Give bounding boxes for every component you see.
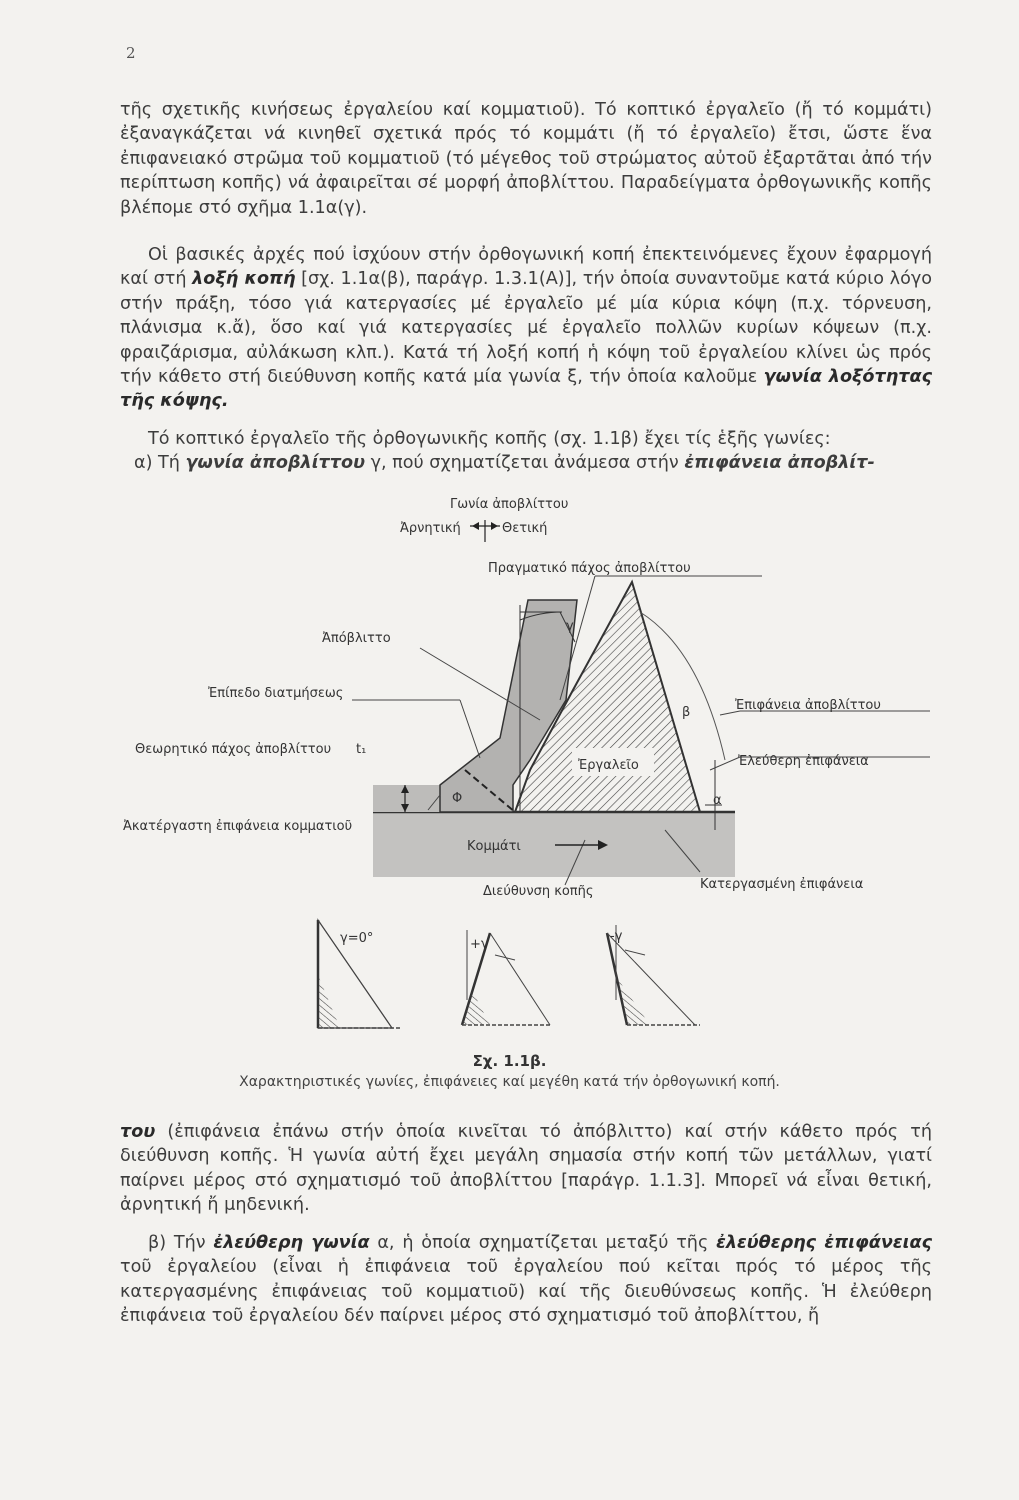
p2-text-a: Οἱ βασικές ἀρχές πού ἰσχύουν στήν ὀρθογωνική κοπή ἐπεκτεινόμενες ἔχουν ἐφαρμογή καί στή <box>120 245 932 290</box>
p5-text-e: τοῦ ἐργαλείου (εἶναι ἡ ἐπιφάνεια τοῦ ἐργαλείου πού κεῖται πρός τό μέρος τῆς κατεργασμένης ἐπιφάνειας τοῦ κομματιοῦ) καί τῆς διευθύνσεως κοπῆς. Ἡ ἐλεύθερη ἐπιφάνεια τοῦ ἐργαλείου δέν παίρνει μέρος στό σχηματισμό τοῦ ἀποβλίττου, ἤ <box>120 1257 932 1327</box>
label-unmachined-surface: Ἀκατέργαστη ἐπιφάνεια κομματιοῦ <box>123 819 353 834</box>
label-gamma-zero: γ=0° <box>340 931 374 946</box>
page-number: 2 <box>126 44 136 62</box>
p2-text-c: [σχ. 1.1α(β), παράγρ. 1.3.1(Α)], τήν ὁποία συναντοῦμε κατά κύριο λόγο στήν πράξη, τόσο γιά κατεργασίες μέ ἐργαλεῖο μέ μία κύρια κόψη (π.χ. τόρνευση, πλάνισμα κ.ἄ), ὅσο καί γιά κατεργασίες μέ ἐργαλεῖο πολλῶν κυρίων κόψεων (π.χ. φραιζάρισμα, αὐλάκωση κλπ.). Κατά τή λοξή κοπή ἡ κόψη τοῦ ἐργαλείου κλίνει ὡς πρός τήν κάθετο στή διεύθυνση κοπῆς κατά μία γωνία ξ, τήν ὁποία καλοῦμε <box>120 269 933 388</box>
p5-term-flank: ἐλεύθερης ἐπιφάνειας <box>716 1233 932 1253</box>
label-tool: Ἐργαλεῖο <box>578 758 639 773</box>
paragraph-4 <box>120 1120 932 1218</box>
paragraph-1: τῆς σχετικῆς κινήσεως ἐργαλείου καί κομματιοῦ). Τό κοπτικό ἐργαλεῖο (ἤ τό κομμάτι) ἐξαναγκάζεται νά κινηθεῖ σχετικά πρός τό κομμάτι (ἤ τό ἐργαλεῖο) ἔτσι, ὥστε ἕνα ἐπιφανειακό στρῶμα τοῦ κομματιοῦ (τό μέγεθος τοῦ στρώματος αὐτοῦ ἐξαρτᾶται ἀπό τήν περίπτωση κοπῆς) νά ἀφαιρεῖται σέ μορφή ἀποβλίττου. Παραδείγματα ὀρθογωνικῆς κοπῆς βλέπομε στό σχῆμα 1.1α(γ). <box>120 100 932 218</box>
p3b-term-rake-face: ἐπιφάνεια ἀποβλίτ- <box>684 453 875 473</box>
p3b-text-c: γ, πού σχηματίζεται ἀνάμεσα στήν <box>364 453 685 473</box>
p2-term-oblique: λοξή κοπή <box>192 269 296 290</box>
p5-text-a: β) Τήν <box>148 1233 214 1253</box>
label-negative: Ἀρνητική <box>400 521 461 536</box>
label-beta: β <box>682 705 691 720</box>
workpiece-body <box>373 812 735 877</box>
label-machined-surface: Κατεργασμένη ἐπιφάνεια <box>700 877 864 892</box>
label-positive: Θετική <box>502 521 548 536</box>
label-gamma: γ <box>566 619 574 634</box>
label-alpha: α <box>713 793 722 808</box>
label-rake-angle: Γωνία ἀποβλίττου <box>450 497 569 512</box>
figure-caption-title: Σχ. 1.1β. <box>472 1052 547 1070</box>
label-theoretical-thickness: Θεωρητικό πάχος ἀποβλίττου <box>135 742 332 757</box>
paragraph-3: Τό κοπτικό ἐργαλεῖο τῆς ὀρθογωνικῆς κοπῆς (σχ. 1.1β) ἔχει τίς ἑξῆς γωνίες: <box>148 429 831 449</box>
p3b-term-rake-angle: γωνία ἀποβλίττου <box>185 453 365 473</box>
p5-text-c: α, ἡ ὁποία σχηματίζεται μεταξύ τῆς <box>369 1233 717 1253</box>
label-t1: t₁ <box>356 742 367 757</box>
p3b-text-a: α) Τή <box>134 453 186 473</box>
p2-term-inclination: γωνία λοξότητας τῆς κόψης. <box>120 367 933 412</box>
label-flank-face: Ἐλεύθερη ἐπιφάνεια <box>738 754 869 769</box>
paragraph-5 <box>120 1231 932 1329</box>
figure-caption-text: Χαρακτηριστικές γωνίες, ἐπιφάνειες καί μεγέθη κατά τήν ὀρθογωνική κοπή. <box>239 1074 780 1090</box>
p4-text: (ἐπιφάνεια ἐπάνω στήν ὁποία κινεῖται τό ἀπόβλιττο) καί στήν κάθετο πρός τή διεύθυνση κοπῆς. Ἡ γωνία αὐτή ἔχει μεγάλη σημασία στήν κοπή τῶν μετάλλων, γιατί παίρνει μέρος στό σχηματισμό τοῦ ἀποβλίττου [παράγρ. 1.1.3]. Μπορεῖ νά εἶναι θετική, ἀρνητική ἤ μηδενική. <box>120 1122 932 1216</box>
label-rake-face: Ἐπιφάνεια ἀποβλίττου <box>735 698 881 713</box>
label-shear-plane: Ἐπίπεδο διατμήσεως <box>208 686 344 701</box>
p5-term-clearance: ἐλεύθερη γωνία <box>213 1233 370 1253</box>
label-gamma-neg: -γ <box>610 929 623 944</box>
label-cut-direction: Διεύθυνση κοπῆς <box>483 884 594 899</box>
label-workpiece: Κομμάτι <box>467 839 521 854</box>
p4-term: του <box>120 1122 156 1142</box>
label-chip: Ἀπόβλιττο <box>322 631 391 646</box>
label-phi: Φ <box>452 791 463 806</box>
label-actual-thickness: Πραγματικό πάχος ἀποβλίττου <box>488 561 691 576</box>
label-gamma-pos: +γ <box>470 937 489 952</box>
